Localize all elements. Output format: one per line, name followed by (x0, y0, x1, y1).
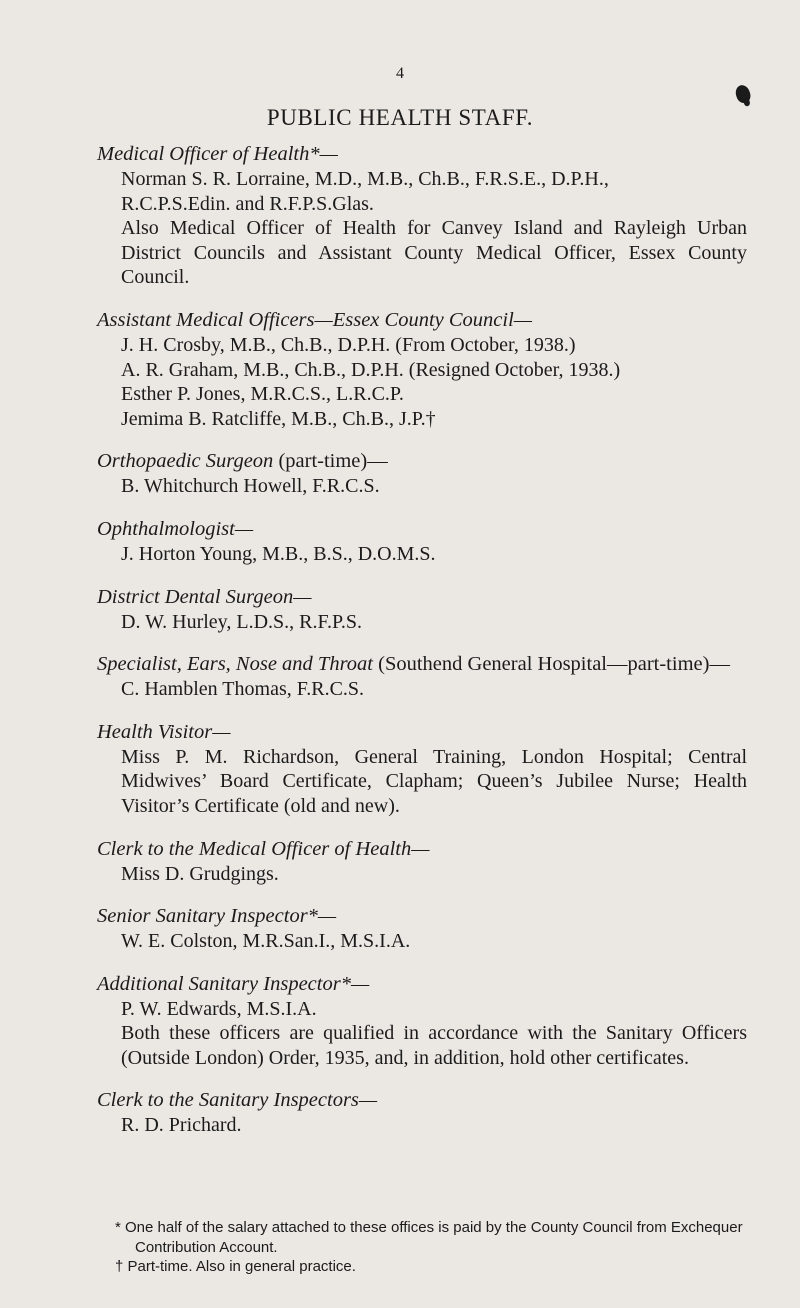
section-heading (97, 651, 747, 677)
ink-blot-mark (734, 83, 753, 104)
section-heading (97, 1087, 747, 1113)
heading-italic: Clerk to the Medical Officer of Health— (97, 837, 430, 860)
staff-line: D. W. Hurley, L.D.S., R.F.P.S. (121, 610, 363, 633)
section-body (97, 745, 747, 819)
staff-line: W. E. Colston, M.R.San.I., M.S.I.A. (121, 930, 411, 953)
staff-line: J. H. Crosby, M.B., Ch.B., D.P.H. (From October, 1938.) (121, 333, 576, 356)
section-body (97, 474, 747, 499)
staff-line: P. W. Edwards, M.S.I.A. (121, 997, 317, 1020)
footnote-asterisk: * One half of the salary attached to these offices is paid by the County Council from Exchequer Contribution Account. (115, 1219, 743, 1256)
staff-line: R.C.P.S.Edin. and R.F.P.S.Glas. (121, 192, 374, 215)
section-assistant-medical-officers (97, 307, 747, 431)
section-body (97, 167, 747, 290)
section-body (97, 542, 747, 567)
heading-italic: Assistant Medical Officers—Essex County Council— (97, 308, 533, 331)
section-heading (97, 307, 747, 333)
staff-line: R. D. Prichard. (121, 1114, 242, 1137)
section-clerk-sanitary-inspectors (97, 1087, 747, 1138)
section-clerk-medical-officer (97, 836, 747, 887)
staff-line: Miss D. Grudgings. (121, 862, 279, 885)
section-body (97, 929, 747, 954)
section-heading (97, 836, 747, 862)
heading-italic: District Dental Surgeon— (97, 585, 312, 608)
note-paragraph: Miss P. M. Richardson, General Training, London Hospital; Central Midwives’ Board Certificate, Clapham; Queen’s Jubilee Nurse; Health Visitor’s Certificate (old and new). (121, 745, 747, 817)
section-body (97, 1113, 747, 1138)
section-health-visitor (97, 719, 747, 819)
staff-line: Esther P. Jones, M.R.C.S., L.R.C.P. (121, 383, 404, 406)
section-heading (97, 448, 747, 474)
heading-rest: (part-time)— (273, 450, 388, 473)
section-body (97, 677, 747, 702)
staff-line: Jemima B. Ratcliffe, M.B., Ch.B., J.P.† (121, 407, 436, 430)
section-heading (97, 141, 747, 167)
section-heading (97, 516, 747, 542)
section-orthopaedic-surgeon (97, 448, 747, 499)
staff-line: C. Hamblen Thomas, F.R.C.S. (121, 678, 365, 701)
heading-rest: (Southend General Hospital—part-time)— (373, 653, 730, 676)
section-medical-officer (97, 141, 747, 290)
heading-italic: Orthopaedic Surgeon (97, 450, 274, 473)
staff-line: A. R. Graham, M.B., Ch.B., D.P.H. (Resigned October, 1938.) (121, 358, 621, 381)
section-dental-surgeon (97, 584, 747, 635)
section-heading (97, 719, 747, 745)
section-heading (97, 903, 747, 929)
section-heading (97, 584, 747, 610)
footnotes (115, 1218, 755, 1277)
section-senior-sanitary-inspector (97, 903, 747, 954)
staff-line: Norman S. R. Lorraine, M.D., M.B., Ch.B., F.R.S.E., D.P.H., (121, 168, 609, 190)
section-body (97, 610, 747, 635)
staff-line: B. Whitchurch Howell, F.R.C.S. (121, 475, 380, 498)
section-additional-sanitary-inspector (97, 971, 747, 1071)
page-number: 4 (396, 65, 404, 82)
staff-list (97, 141, 747, 1155)
heading-italic: Ophthalmologist— (97, 517, 254, 540)
note-paragraph: Also Medical Officer of Health for Canvey Island and Rayleigh Urban District Councils and Assistant County Medical Officer, Essex County Council. (121, 217, 747, 289)
section-body (97, 862, 747, 887)
heading-italic: Medical Officer of Health*— (97, 143, 338, 165)
section-body (97, 333, 747, 431)
section-ent-specialist (97, 651, 747, 702)
footnote-dagger: † Part-time. Also in general practice. (115, 1258, 356, 1275)
heading-italic: Health Visitor— (97, 720, 231, 743)
staff-line: J. Horton Young, M.B., B.S., D.O.M.S. (121, 542, 436, 565)
page-title: PUBLIC HEALTH STAFF. (266, 105, 534, 130)
section-body (97, 997, 747, 1071)
heading-italic: Senior Sanitary Inspector*— (97, 905, 337, 928)
section-ophthalmologist (97, 516, 747, 567)
note-paragraph: Both these officers are qualified in accordance with the Sanitary Officers (Outside London) Order, 1935, and, in addition, hold other certificates. (121, 1022, 747, 1069)
section-heading (97, 971, 747, 997)
heading-italic: Additional Sanitary Inspector*— (97, 972, 370, 995)
heading-italic: Clerk to the Sanitary Inspectors— (97, 1089, 378, 1112)
heading-italic: Specialist, Ears, Nose and Throat (97, 653, 373, 676)
